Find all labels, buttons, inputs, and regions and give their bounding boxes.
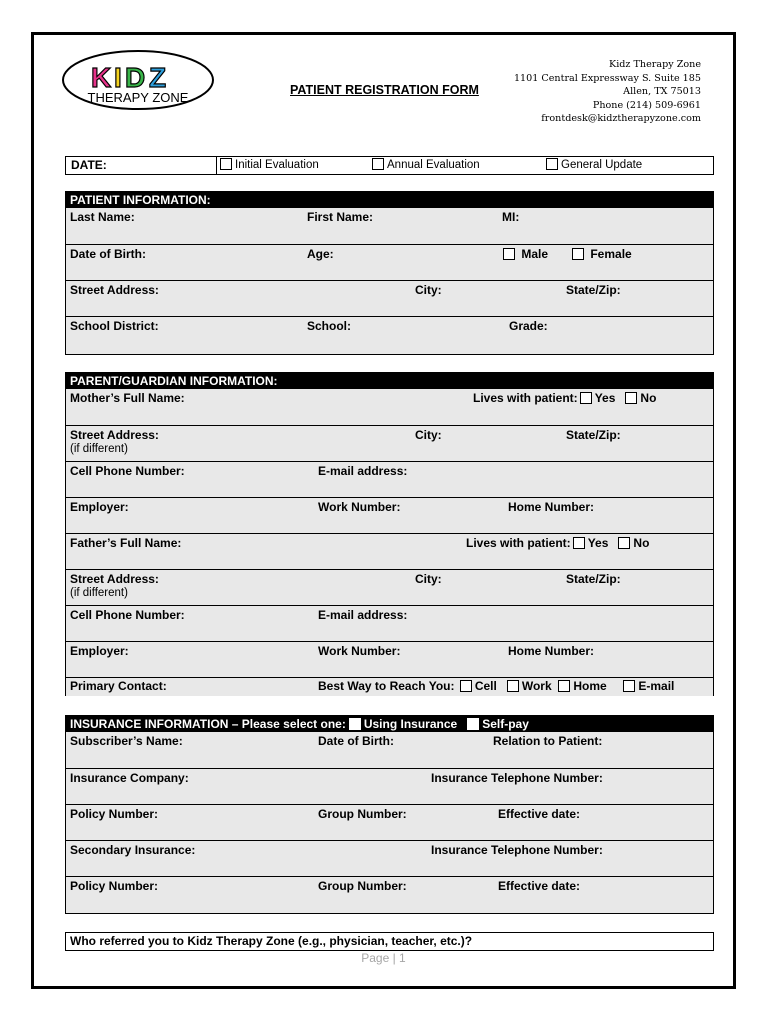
group-number-field[interactable]: Group Number:: [318, 807, 407, 821]
kidz-therapy-zone-logo: [61, 49, 216, 111]
male-option[interactable]: Male: [503, 247, 548, 261]
mother-state-zip-field[interactable]: State/Zip:: [566, 428, 621, 442]
school-district-field[interactable]: School District:: [70, 319, 159, 333]
mother-home-number-field[interactable]: Home Number:: [508, 500, 595, 514]
father-cell-field[interactable]: Cell Phone Number:: [70, 608, 185, 622]
father-home-number-field[interactable]: Home Number:: [508, 644, 595, 658]
parent-info-header: PARENT/GUARDIAN INFORMATION:: [66, 373, 713, 389]
grade-field[interactable]: Grade:: [509, 319, 548, 333]
father-work-number-field[interactable]: Work Number:: [318, 644, 401, 658]
svg-text:D: D: [125, 62, 146, 93]
if-different-note: (if different): [70, 443, 128, 455]
patient-information-section: [65, 191, 714, 355]
female-checkbox[interactable]: [572, 248, 584, 260]
date-row: [65, 156, 714, 175]
svg-text:I: I: [114, 62, 122, 93]
father-employer-field[interactable]: Employer:: [70, 644, 129, 658]
svg-text:THERAPY ZONE: THERAPY ZONE: [87, 90, 189, 105]
mother-lives-no-checkbox[interactable]: [625, 392, 637, 404]
initial-evaluation-option[interactable]: Initial Evaluation: [220, 158, 319, 171]
mother-cell-field[interactable]: Cell Phone Number:: [70, 464, 185, 478]
father-city-field[interactable]: City:: [415, 572, 442, 586]
annual-evaluation-option[interactable]: Annual Evaluation: [372, 158, 480, 171]
insurance-phone-field[interactable]: Insurance Telephone Number:: [431, 771, 603, 785]
father-lives-no-checkbox[interactable]: [618, 537, 630, 549]
form-title: PATIENT REGISTRATION FORM: [290, 83, 479, 97]
clinic-name: Kidz Therapy Zone: [609, 59, 701, 70]
state-zip-field[interactable]: State/Zip:: [566, 283, 621, 297]
initial-evaluation-checkbox[interactable]: [220, 158, 232, 170]
father-lives-with-patient: Lives with patient: Yes No: [466, 536, 650, 550]
secondary-insurance-phone-field[interactable]: Insurance Telephone Number:: [431, 843, 603, 857]
relation-to-patient-field[interactable]: Relation to Patient:: [493, 734, 603, 748]
svg-text:Z: Z: [149, 62, 167, 93]
mother-name-field[interactable]: Mother’s Full Name:: [70, 391, 185, 405]
subscriber-name-field[interactable]: Subscriber’s Name:: [70, 734, 183, 748]
mother-lives-yes-checkbox[interactable]: [580, 392, 592, 404]
insurance-info-header: INSURANCE INFORMATION – Please select one: Using Insurance Self-pay: [66, 716, 713, 732]
secondary-effective-date-field[interactable]: Effective date:: [498, 879, 581, 893]
date-label: DATE:: [71, 158, 107, 172]
father-street-address-field[interactable]: Street Address:: [70, 572, 159, 586]
secondary-policy-number-field[interactable]: Policy Number:: [70, 879, 159, 893]
referral-row: [65, 932, 714, 951]
clinic-street: 1101 Central Expressway S. Suite 185: [513, 72, 701, 84]
city-field[interactable]: City:: [415, 283, 442, 297]
parent-guardian-section: [65, 372, 714, 696]
mother-street-address-field[interactable]: Street Address:: [70, 428, 159, 442]
svg-text:K: K: [91, 62, 112, 93]
primary-contact-field[interactable]: Primary Contact:: [70, 679, 167, 693]
clinic-phone: Phone (214) 509-6961: [592, 99, 701, 111]
first-name-field[interactable]: First Name:: [307, 210, 374, 224]
reach-email-checkbox[interactable]: [623, 680, 635, 692]
best-way-to-reach: Best Way to Reach You: Cell Work Home E-mail: [318, 679, 675, 693]
school-field[interactable]: School:: [307, 319, 351, 333]
clinic-email: frontdesk@kidztherapyzone.com: [541, 113, 701, 125]
annual-evaluation-checkbox[interactable]: [372, 158, 384, 170]
father-name-field[interactable]: Father’s Full Name:: [70, 536, 182, 550]
reach-home-checkbox[interactable]: [558, 680, 570, 692]
referral-field[interactable]: Who referred you to Kidz Therapy Zone (e.g., physician, teacher, etc.)?: [70, 934, 473, 948]
general-update-checkbox[interactable]: [546, 158, 558, 170]
using-insurance-checkbox[interactable]: [349, 718, 361, 730]
secondary-insurance-field[interactable]: Secondary Insurance:: [70, 843, 196, 857]
mother-email-field[interactable]: E-mail address:: [318, 464, 408, 478]
insurance-company-field[interactable]: Insurance Company:: [70, 771, 189, 785]
father-email-field[interactable]: E-mail address:: [318, 608, 408, 622]
page-number: Page | 1: [361, 951, 406, 965]
street-address-field[interactable]: Street Address:: [70, 283, 159, 297]
date-of-birth-field[interactable]: Date of Birth:: [70, 247, 146, 261]
clinic-contact-block: [514, 58, 701, 126]
mother-work-number-field[interactable]: Work Number:: [318, 500, 401, 514]
father-state-zip-field[interactable]: State/Zip:: [566, 572, 621, 586]
mother-lives-with-patient: Lives with patient: Yes No: [473, 391, 657, 405]
female-option[interactable]: Female: [572, 247, 632, 261]
reach-cell-checkbox[interactable]: [460, 680, 472, 692]
last-name-field[interactable]: Last Name:: [70, 210, 135, 224]
clinic-city: Allen, TX 75013: [623, 86, 701, 98]
subscriber-dob-field[interactable]: Date of Birth:: [318, 734, 394, 748]
secondary-group-number-field[interactable]: Group Number:: [318, 879, 407, 893]
insurance-section: [65, 715, 714, 914]
mother-employer-field[interactable]: Employer:: [70, 500, 129, 514]
male-checkbox[interactable]: [503, 248, 515, 260]
patient-info-header: PATIENT INFORMATION:: [66, 192, 713, 208]
father-lives-yes-checkbox[interactable]: [573, 537, 585, 549]
mother-city-field[interactable]: City:: [415, 428, 442, 442]
age-field[interactable]: Age:: [307, 247, 334, 261]
mi-field[interactable]: MI:: [502, 210, 520, 224]
general-update-option[interactable]: General Update: [546, 158, 642, 171]
form-page: [31, 32, 736, 989]
reach-work-checkbox[interactable]: [507, 680, 519, 692]
policy-number-field[interactable]: Policy Number:: [70, 807, 159, 821]
self-pay-checkbox[interactable]: [467, 718, 479, 730]
effective-date-field[interactable]: Effective date:: [498, 807, 581, 821]
if-different-note: (if different): [70, 587, 128, 599]
